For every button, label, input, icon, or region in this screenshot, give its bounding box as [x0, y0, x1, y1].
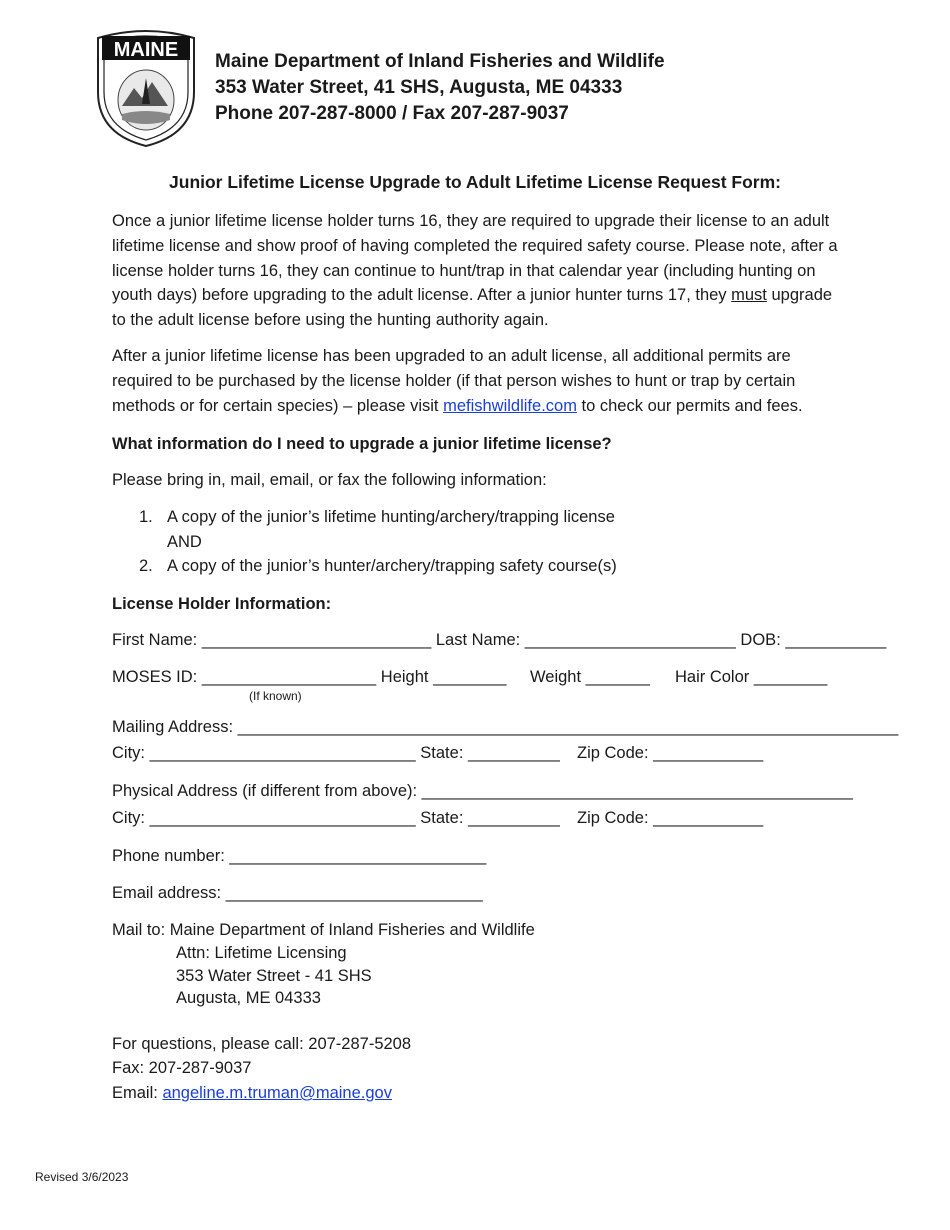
must-emphasis: must	[731, 286, 767, 305]
mailing-address-field[interactable]: Mailing Address: ________________________________________________________________________	[112, 718, 899, 736]
physical-zip-field[interactable]: Zip Code: ____________	[577, 809, 764, 827]
revised-date: Revised 3/6/2023	[35, 1170, 129, 1184]
mail-to-attn: Attn: Lifetime Licensing	[176, 944, 347, 962]
contact-fax: Fax: 207-287-9037	[112, 1059, 252, 1077]
page-title: Junior Lifetime License Upgrade to Adult Lifetime License Request Form:	[169, 172, 781, 192]
questions-phone: For questions, please call: 207-287-5208	[112, 1035, 412, 1053]
website-link[interactable]: mefishwildlife.com	[443, 396, 577, 415]
contact-email-label: Email:	[112, 1084, 163, 1102]
list-item-1: A copy of the junior’s lifetime hunting/archery/trapping license	[167, 508, 615, 526]
org-name: Maine Department of Inland Fisheries and Wildlife	[215, 51, 665, 72]
email-field[interactable]: Email address: ____________________________	[112, 884, 483, 902]
weight-field[interactable]: Weight _______	[530, 668, 650, 686]
mail-to-label: Mail to: Maine Department of Inland Fisheries and Wildlife	[112, 921, 535, 939]
seal-top-text: MAINE	[113, 39, 179, 61]
org-address: 353 Water Street, 41 SHS, Augusta, ME 04333	[215, 77, 623, 98]
contact-email-line	[112, 1082, 392, 1104]
name-dob-row[interactable]: First Name: _________________________ Last Name: _______________________ DOB: ___________	[112, 631, 887, 649]
hair-color-field[interactable]: Hair Color ________	[675, 668, 828, 686]
intro-p1-text: Once a junior lifetime license holder turns 16, they are required to upgrade their license to an adult lifetime license and show proof of having completed the required safety course. Please note, after a license holder turns 16, they can continue to hunt/trap in that calendar year (including hunting on youth days) before upgrading to the adult license. After a junior hunter turns 17, they	[112, 212, 838, 305]
requirements-heading: What information do I need to upgrade a junior lifetime license?	[112, 435, 612, 453]
mail-to-city: Augusta, ME 04333	[176, 989, 321, 1007]
mail-to-street: 353 Water Street - 41 SHS	[176, 967, 372, 985]
requirements-lead: Please bring in, mail, email, or fax the following information:	[112, 471, 547, 489]
physical-city-state-field[interactable]: City: _____________________________ State: __________	[112, 809, 560, 827]
maine-ifw-seal-icon	[92, 28, 200, 148]
license-holder-heading: License Holder Information:	[112, 595, 332, 613]
moses-height-field[interactable]: MOSES ID: ___________________ Height ________	[112, 668, 507, 686]
mailing-city-state-field[interactable]: City: _____________________________ State: __________	[112, 744, 560, 762]
intro-p2-tail: to check our permits and fees.	[576, 396, 803, 415]
list-item-2: A copy of the junior’s hunter/archery/trapping safety course(s)	[167, 557, 617, 575]
physical-address-field[interactable]: Physical Address (if different from above): _______________________________________________	[112, 782, 853, 800]
if-known-note: (If known)	[249, 689, 302, 703]
org-phone-fax: Phone 207-287-8000 / Fax 207-287-9037	[215, 103, 569, 124]
list-item-number-1: 1.	[139, 508, 153, 526]
phone-field[interactable]: Phone number: ____________________________	[112, 847, 487, 865]
contact-email-link[interactable]: angeline.m.truman@maine.gov	[162, 1084, 392, 1102]
list-item-1-and: AND	[167, 533, 202, 551]
mailing-zip-field[interactable]: Zip Code: ____________	[577, 744, 764, 762]
intro-p1-tail: upgrade to the adult license before using the hunting authority again.	[112, 286, 833, 330]
list-item-number-2: 2.	[139, 557, 153, 575]
intro-paragraph-2	[112, 344, 842, 418]
intro-paragraph-1	[112, 209, 842, 333]
intro-p2-text: After a junior lifetime license has been upgraded to an adult license, all additional permits are required to be purchased by the license holder (if that person wishes to hunt or trap by certain methods or for certain species) – please visit	[112, 347, 796, 415]
